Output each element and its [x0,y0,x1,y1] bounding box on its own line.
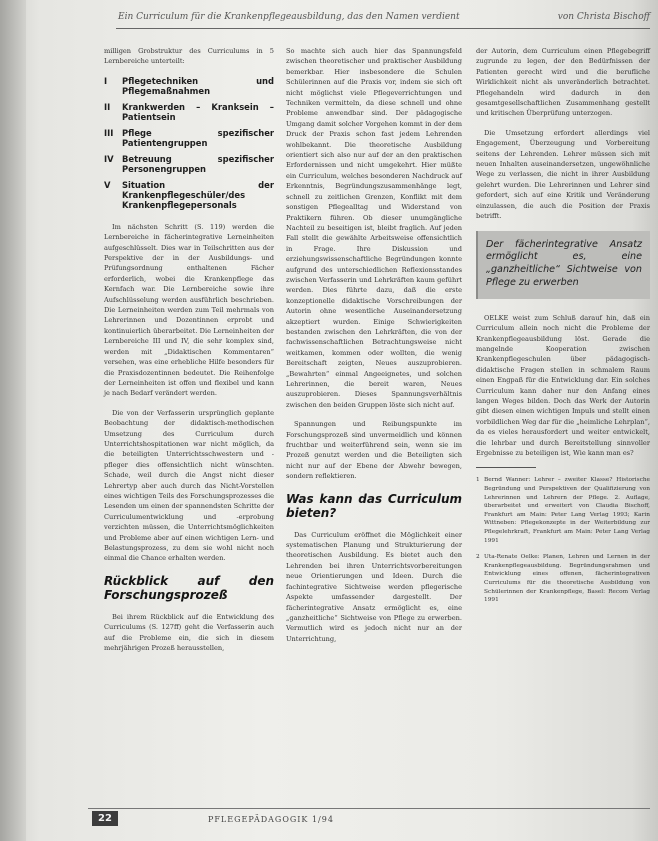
paragraph: Spannungen und Reibungspunkte im Forschungsprozeß sind unvermeidlich und können fruchtbar und weiterführend sein, wenn sie im Prozeß genutzt werden und die Beteiligten sich nicht nur auf der Ebene der Abwehr bewegen, sondern reflektieren. [286,420,462,481]
list-item [104,180,274,210]
footnote-number: 1 [476,477,480,484]
list-item [104,128,274,148]
column-middle [286,46,462,653]
paragraph: OELKE weist zum Schluß darauf hin, daß ein Curriculum allein noch nicht die Probleme der Krankenpflegeausbildung löst. Gerade die mangelnde Kooperation zwischen Krankenpflegeschulen über pädagogisch-didaktische Fragen stellen in schmalem Raum einen Engpaß für die Entwicklung dar. Ein solches Curriculum kann daher nur den Anfang eines langen Weges bilden. Doch das Werk der Autorin gibt diesen einen wichtigen Impuls und stellt einen vorbildlichen Weg dar für die „heimliche Lehrplan“, da es vieles herausfordert und weiter entwickelt, die lehrbar und durch Bereitstellung sinnvoller Ergebnisse zu beteiligen ist, Wie kann man es? [476,313,650,457]
footnote-text: Uta-Renate Oelke: Planen, Lehren und Lernen in der Krankenpflegeausbildung. Begründungsrahmen und Entwicklung eines offenen, fächerintegrativen Curriculums für die theoretische Ausbildung von Schülerinnen der Krankenpflege, Basel: Recom Verlag 1991 [484,554,650,604]
paragraph: Bei ihrem Rückblick auf die Entwicklung des Curriculums (S. 127ff) geht die Verfasserin auch auf die Probleme ein, die sich in diesem mehrjährigen Prozeß herausstellen, [104,612,274,653]
paragraph: der Autorin, dem Curriculum einen Pflegebegriff zugrunde zu legen, der den Bedürfnissen der Patienten gerecht wird und die berufliche Wirklichkeit nicht als unveränderlich betrachtet. Pflegehandeln wird dadurch in den gesamtgesellschaftlichen Zusammenhang gestellt und kritischen Überprüfung unterzogen. [476,47,650,118]
running-header [118,8,650,24]
list-item-number: IV [104,153,114,164]
list-item-number: III [104,127,114,138]
list-item-text: Krankwerden – Kranksein – Patientsein [122,101,274,122]
list-item-text: Situation der Krankenpflegeschüler/des Krankenpflegepersonals [122,179,274,210]
list-item [104,154,274,174]
list-item-number: II [104,101,111,112]
list-item-text: Pflege spezifischer Patientengruppen [122,127,274,148]
footer-rule [88,808,650,809]
list-item-number: I [104,75,108,86]
column-left [104,46,274,662]
learning-areas-list [104,76,274,210]
footnote [476,476,650,545]
page-number: 22 [92,811,118,826]
column-right [476,46,650,613]
footnote-number: 2 [476,554,480,561]
list-item [104,102,274,122]
paragraph: So machte sich auch hier das Spannungsfeld zwischen theoretischer und praktischer Ausbildung bemerkbar. Hier insbesondere die Schulen Schülerinnen auf die Praxis vor, indem sie sich oft nicht möglichst viele Pflegeverrichtungen und Techniken vermitteln, da diese schnell und ohne Probleme anwendbar sind. Der pädagogische Umgang damit solcher Vorgehen kommt in der dem Druck der Praxis schon fast jedem Lehrenden wohlbekannt. Die theoretische Ausbildung orientiert sich also nur auf der an den praktischen Erfordernissen und nicht umgekehrt. Hier müßte ein Curriculum, welches besonderen Nachdruck auf Erkenntnis, Begründungszusammenhänge legt, schnell zu zeitlichen Grenzen, Konflikt mit dem sonstigen Pflegealltag und Widerstand von Praktikern führen. Ob dieser unumgängliche Nachteil zu beseitigen ist, bleibt fraglich. Auf jeden Fall stellt die gewählte Arbeitsweise offensichtlich in Frage. Ihre Diskussion und erziehungswissenschaftliche Begründungen konnte aufgrund des unterschiedlichen Reflexionsstandes zwischen Verfasserin und Lehrkräften kaum geführt werden. Dies führte dazu, daß die erste konzeptionelle didaktische Vorschreibungen der Autorin ohne wesentliche Auseinandersetzung akzeptiert wurden. Einige Schwierigkeiten bestanden zwischen den Lehrkräften, die von der fachwissenschaftlichen Betrachtungsweise nicht weitkamen, kommen oder wollten, die wenig Bereitschaft zeigten, Neues auszuprobieren. „Bewahrten“ einmal Angeeignetes, und solchen Lehrerinnen, die bereit waren, Neues auszuprobieren. Dieses Spannungsverhältnis zwischen den beiden Gruppen löste sich nicht auf. [286,47,462,409]
list-item-text: Betreuung spezifischer Personengruppen [122,153,274,174]
header-rule [116,28,650,29]
section-heading: Was kann das Curriculum bieten? [286,491,462,520]
header-title: Ein Curriculum für die Krankenpflegeausbildung, das den Namen verdient [118,12,460,22]
journal-name: PFLEGEPÄDAGOGIK 1/94 [208,815,334,824]
paragraph: Die von der Verfasserin ursprünglich geplante Beobachtung der didaktisch-methodischen Umsetzung des Curriculum durch Unterrichtshospitationen war nicht möglich, da die beteiligten Unterrichtsschwestern und -pfleger dies offensichtlich nicht wünschten. Schade, weil durch die Angst nicht dieser Lehrertyp aber auch durch das Nicht-Vorstellen eines wichtigen Teils des Forschungsprozesses die Lesenden um einen der spannendsten Schritte der Curriculumentwicklung und -erprobung verzichten müssen, die Unterrichtsmöglichkeiten und Probleme aber auf einen wichtigen Lern- und Belastungsprozess, zu dem sie wohl nicht noch einmal die Chance erhalten werden. [104,408,274,563]
paragraph: Die Umsetzung erfordert allerdings viel Engagement, Überzeugung und Vorbereitung seitens der Lehrenden. Lehrer müssen sich mit neuen Inhalten auseinandersetzen, ungewöhnliche Wege zu verlassen, die nicht in ihrer Ausbildung gelehrt wurden. Die Lehrerinnen und Lehrer sind gefordert, sich auf eine Kritik und Veränderung einzulassen, die auch die Position der Praxis betrifft. [476,128,650,221]
page-footer [88,811,650,829]
footnote-text: Bernd Wanner: Lehrer – zweiter Klasse? Historische Begründung und Perspektiven der Qualifizierung von Lehrerinnen und Lehrern der Pflege. 2. Auflage, überarbeitet und erweitert von Claudia Bischoff, Frankfurt am Main: Peter Lang Verlag 1993; Karin Wittneben: Pflegekonzepte in der Weiterbildung zur Pflegelehrkraft, Frankfurt am Main: Peter Lang Verlag 1991 [484,477,650,544]
list-item [104,76,274,96]
footnote-rule [476,467,536,468]
section-heading: Rückblick auf den Forschungsprozeß [104,573,274,602]
footnote [476,553,650,605]
pull-quote: Der fächerintegrative Ansatz ermöglicht es, eine „ganzheitliche“ Sichtweise von Pflege zu erwerben [476,231,650,299]
paragraph: Im nächsten Schritt (S. 119) werden die Lernbereiche in fächerintegrative Lerneinheiten aufgeschlüsselt. Dies war in Teilschritten aus der Perspektive der in der Ausbildungs- und Prüfungsordnung enthaltenen Fächer erforderlich, wobei die Krankenpflege das Kernfach war. Die Lernbereiche sowie ihre Aufschlüsselung werden ausführlich beschrieben. Die Lerneinheiten werden zum Teil mehrmals von Lehrerinnen und Dozentinnen erprobt und kontinuierlich überarbeitet. Die Lerneinheiten der Lernbereiche III und IV, die sehr komplex sind, werden mit „Didaktischen Kommentaren“ versehen, was eine erhebliche Hilfe besonders für die Praxisdozentinnen bedeutet. Die Reihenfolge der Lerneinheiten ist offen und flexibel und kann je nach Bedarf verändert werden. [104,222,274,398]
binding-shadow [0,0,26,841]
header-author: von Christa Bischoff [557,12,650,22]
paragraph: Das Curriculum eröffnet die Möglichkeit einer systematischen Planung und Strukturierung der theoretischen Ausbildung. Es bietet auch den Lehrenden bei ihren Unterrichtsvorbereitungen neue Orientierungen und Ideen. Durch die fachintegrative Sichtweise werden pflegerische Aspekte umfassender dargestellt. Der fächerintegrative Ansatz ermöglicht es, eine „ganzheitliche“ Sichtweise von Pflege zu erwerben. Vermutlich wird es jedoch nicht nur an der Unterrichtung, [286,530,462,643]
list-item-number: V [104,179,111,190]
list-item-text: Pflegetechniken und Pflegemaßnahmen [122,75,274,96]
paragraph: milligen Grobstruktur des Curriculums in 5 Lernbereiche unterteilt: [104,47,274,66]
